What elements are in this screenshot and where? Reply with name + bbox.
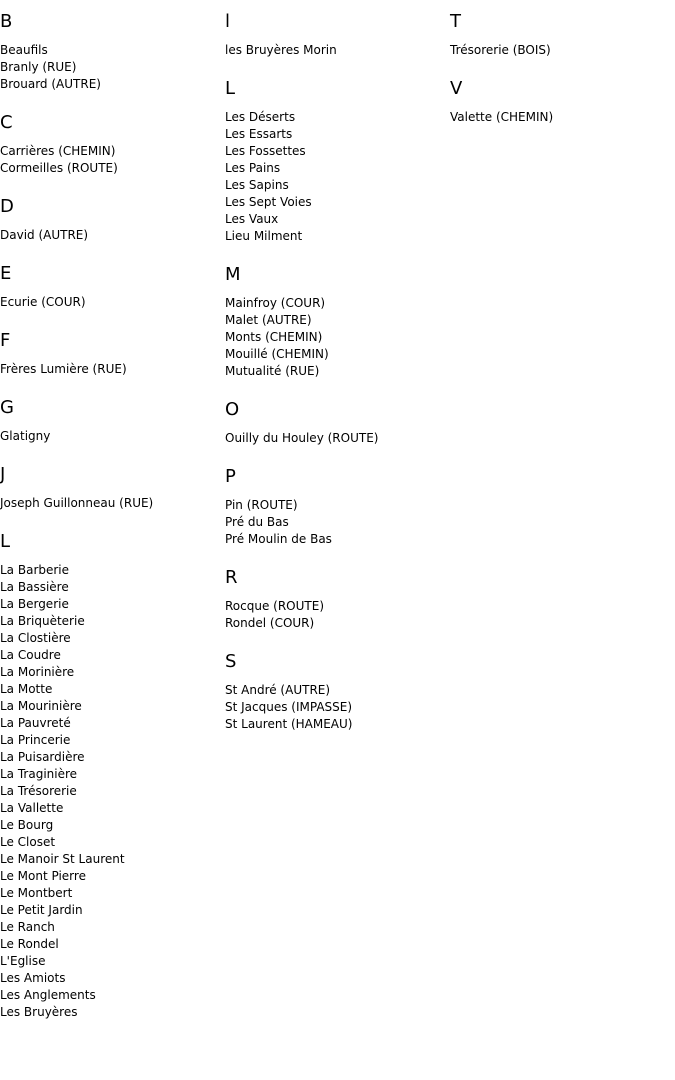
street-list	[0, 42, 220, 93]
street-link[interactable]: Joseph Guillonneau (RUE)	[0, 496, 154, 510]
street-link[interactable]: Le Bourg	[0, 818, 54, 832]
street-link[interactable]: Glatigny	[0, 429, 51, 443]
section-letter-heading: P	[225, 466, 236, 487]
street-link[interactable]: Les Anglements	[0, 988, 96, 1002]
street-link[interactable]: Cormeilles (ROUTE)	[0, 161, 118, 175]
street-link[interactable]: Mainfroy (COUR)	[225, 296, 326, 310]
street-link[interactable]: La Bergerie	[0, 597, 69, 611]
section-letter-heading: D	[0, 196, 14, 217]
street-link[interactable]: Le Petit Jardin	[0, 903, 83, 917]
street-link[interactable]: Trésorerie (BOIS)	[450, 43, 551, 57]
street-link[interactable]: Lieu Milment	[225, 229, 303, 243]
index-column-2	[225, 10, 445, 751]
letter-group	[225, 77, 445, 245]
street-link[interactable]: Ecurie (COUR)	[0, 295, 86, 309]
street-link[interactable]: Pin (ROUTE)	[225, 498, 298, 512]
street-link[interactable]: Rocque (ROUTE)	[225, 599, 324, 613]
street-link[interactable]: les Bruyères Morin	[225, 43, 337, 57]
letter-group	[0, 262, 220, 311]
street-link[interactable]: La Vallette	[0, 801, 64, 815]
section-letter-heading: G	[0, 397, 14, 418]
street-link[interactable]: Rondel (COUR)	[225, 616, 315, 630]
street-link[interactable]: L'Eglise	[0, 954, 46, 968]
street-link[interactable]: La Trésorerie	[0, 784, 77, 798]
street-list	[450, 42, 670, 59]
section-letter-heading: O	[225, 399, 240, 420]
street-list	[225, 109, 445, 245]
street-link[interactable]: Monts (CHEMIN)	[225, 330, 323, 344]
street-link[interactable]: Les Amiots	[0, 971, 66, 985]
street-link[interactable]: La Barberie	[0, 563, 70, 577]
street-list	[0, 227, 220, 244]
index-column-1	[0, 10, 220, 1039]
street-link[interactable]: Carrières (CHEMIN)	[0, 144, 116, 158]
street-link[interactable]: Le Manoir St Laurent	[0, 852, 125, 866]
street-link[interactable]: Les Sapins	[225, 178, 289, 192]
section-letter-heading: M	[225, 264, 241, 285]
street-link[interactable]: St André (AUTRE)	[225, 683, 331, 697]
section-letter-heading: B	[0, 11, 13, 32]
street-link[interactable]: Pré du Bas	[225, 515, 289, 529]
street-link[interactable]: Le Rondel	[0, 937, 59, 951]
letter-group	[0, 195, 220, 244]
street-link[interactable]: La Puisardière	[0, 750, 85, 764]
street-link[interactable]: St Jacques (IMPASSE)	[225, 700, 353, 714]
street-list	[0, 143, 220, 177]
street-link[interactable]: Les Vaux	[225, 212, 279, 226]
section-letter-heading: E	[0, 263, 12, 284]
street-link[interactable]: Le Montbert	[0, 886, 73, 900]
letter-group	[0, 111, 220, 177]
street-link[interactable]: Mutualité (RUE)	[225, 364, 320, 378]
street-list	[0, 428, 220, 445]
section-letter-heading: C	[0, 112, 13, 133]
street-link[interactable]: Valette (CHEMIN)	[450, 110, 554, 124]
street-link[interactable]: Les Pains	[225, 161, 281, 175]
street-list	[0, 361, 220, 378]
street-link[interactable]: La Motte	[0, 682, 53, 696]
section-letter-heading: R	[225, 567, 238, 588]
street-list	[0, 294, 220, 311]
street-link[interactable]: Les Essarts	[225, 127, 293, 141]
letter-group	[225, 10, 445, 59]
street-link[interactable]: St Laurent (HAMEAU)	[225, 717, 353, 731]
street-link[interactable]: Les Déserts	[225, 110, 296, 124]
street-list	[225, 430, 445, 447]
street-link[interactable]: La Coudre	[0, 648, 61, 662]
street-link[interactable]: La Morinière	[0, 665, 75, 679]
street-link[interactable]: Brouard (AUTRE)	[0, 77, 101, 91]
letter-group	[450, 77, 670, 126]
section-letter-heading: S	[225, 651, 237, 672]
letter-group	[450, 10, 670, 59]
street-link[interactable]: La Princerie	[0, 733, 71, 747]
street-link[interactable]: La Traginière	[0, 767, 78, 781]
street-link[interactable]: Le Mont Pierre	[0, 869, 86, 883]
street-link[interactable]: Frères Lumière (RUE)	[0, 362, 127, 376]
street-link[interactable]: Les Sept Voies	[225, 195, 312, 209]
section-letter-heading: T	[450, 11, 461, 32]
section-letter-heading: l	[225, 11, 231, 32]
letter-group	[0, 329, 220, 378]
street-link[interactable]: La Clostière	[0, 631, 71, 645]
street-link[interactable]: Les Bruyères	[0, 1005, 78, 1019]
letter-group	[0, 10, 220, 93]
street-link[interactable]: Branly (RUE)	[0, 60, 77, 74]
street-link[interactable]: David (AUTRE)	[0, 228, 89, 242]
section-letter-heading: L	[0, 531, 11, 552]
street-link[interactable]: La Mourinière	[0, 699, 82, 713]
section-letter-heading: L	[225, 78, 236, 99]
street-list	[225, 497, 445, 548]
street-link[interactable]: Mouillé (CHEMIN)	[225, 347, 329, 361]
letter-group	[225, 263, 445, 380]
index-column-3	[450, 10, 670, 144]
letter-group	[0, 396, 220, 445]
street-list	[225, 42, 445, 59]
letter-group	[225, 398, 445, 447]
street-link[interactable]: Ouilly du Houley (ROUTE)	[225, 431, 379, 445]
street-link[interactable]: La Pauvreté	[0, 716, 71, 730]
letter-group	[225, 566, 445, 632]
street-list	[225, 598, 445, 632]
street-link[interactable]: Beaufils	[0, 43, 48, 57]
street-list	[0, 562, 220, 1021]
street-list	[450, 109, 670, 126]
section-letter-heading: F	[0, 330, 11, 351]
street-link[interactable]: Le Closet	[0, 835, 56, 849]
letter-group	[225, 465, 445, 548]
street-link[interactable]: Les Fossettes	[225, 144, 306, 158]
street-link[interactable]: La Briquèterie	[0, 614, 85, 628]
street-list	[0, 495, 220, 512]
street-link[interactable]: Pré Moulin de Bas	[225, 532, 332, 546]
section-letter-heading: V	[450, 78, 463, 99]
street-list	[225, 682, 445, 733]
section-letter-heading: J	[0, 464, 6, 485]
street-link[interactable]: Malet (AUTRE)	[225, 313, 312, 327]
letter-group	[0, 530, 220, 1021]
letter-group	[225, 650, 445, 733]
street-link[interactable]: Le Ranch	[0, 920, 55, 934]
letter-group	[0, 463, 220, 512]
street-link[interactable]: La Bassière	[0, 580, 69, 594]
street-list	[225, 295, 445, 380]
